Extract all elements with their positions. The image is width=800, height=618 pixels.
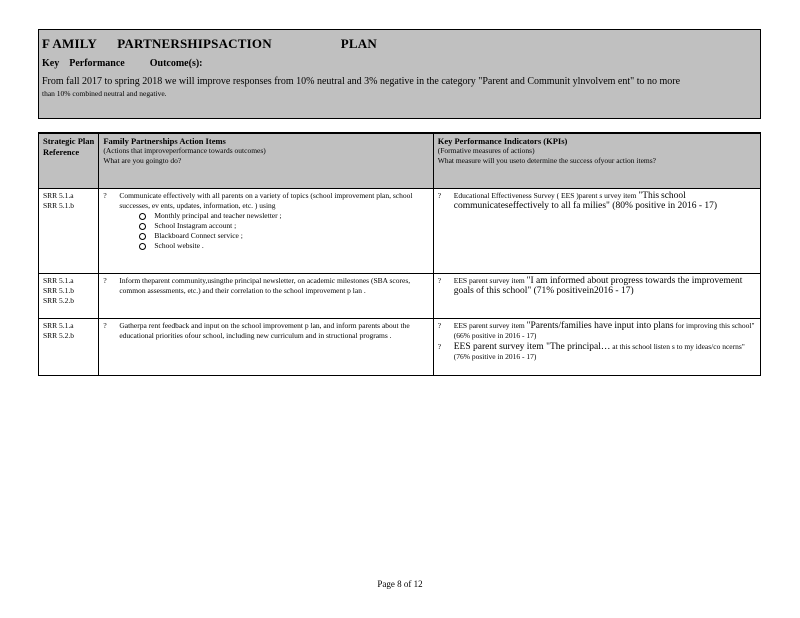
goal-line-2: than 10% combined neutral and negative. [42,89,167,98]
header-kpis: Key Performance Indicators (KPIs) (Formative measures of actions) What measure will you useto determine the success ofyour action items? [433,133,760,189]
action-text: Gatherpa rent feedback and input on the school improvement p lan, and inform parents about the educational priorities ofour school, including new curriculum and in structional programs . [119,321,410,340]
table-header-row [39,133,761,189]
goal-statement [42,76,757,100]
action-cell [99,189,433,274]
action-text: Inform theparent community,usingthe principal newsletter, on academic milestones (SBA scores, common assessments, etc.) and their correlation to the school improvement p lan . [119,276,411,295]
bullet-icon: ? [437,191,442,200]
reference-cell: SRR 5.1.a SRR 5.1.b [39,189,99,274]
circle-bullet-icon [139,233,146,240]
channel-list [103,211,428,251]
page-title: F AMILY PARTNERSHIPSACTION PLAN [42,36,377,51]
key-performance-outcome-label: Key Performance Outcome(s): [42,58,203,69]
table-row [39,319,761,376]
bullet-icon: ? [103,321,107,330]
kpi-text: EES parent survey item "Parents/families have input into plans for improving this school" (66% positive in 2016 - 17) [453,321,755,340]
action-cell [99,274,433,319]
bullet-icon: ? [437,321,442,330]
reference-cell: SRR 5.1.a SRR 5.1.b SRR 5.2.b [39,274,99,319]
header-action-items: Family Partnerships Action Items (Actions that improveperformance towards outcomes) What are you goingto do? [99,133,433,189]
circle-bullet-icon [139,213,146,220]
table-row [39,189,761,274]
table-row [39,274,761,319]
bullet-icon: ? [437,342,442,351]
action-cell [99,319,433,376]
list-item: Monthly principal and teacher newsletter ; [139,211,428,221]
bullet-icon: ? [437,276,442,285]
kpi-cell [433,274,760,319]
list-item: School website . [139,241,428,251]
list-item: School Instagram account ; [139,221,428,231]
page-number: Page 8 of 12 [377,579,423,589]
circle-bullet-icon [139,243,146,250]
action-plan-table [38,132,761,376]
kpi-text: EES parent survey item "The principal… at this school listen s to my ideas/co ncerns" (76% positive in 2016 - 17) [453,342,745,361]
kpi-cell [433,189,760,274]
circle-bullet-icon [139,223,146,230]
kpi-cell [433,319,760,376]
bullet-icon: ? [103,276,107,285]
goal-line-1: From fall 2017 to spring 2018 we will improve responses from 10% neutral and 3% negative in the category "Parent and Communit ylnvolvem ent" to no more [42,76,681,87]
list-item: Blackboard Connect service ; [139,231,428,241]
plan-header-box [38,29,761,119]
kpi-text: EES parent survey item "I am informed about progress towards the improvement goals of this school" (71% positivein2016 - 17) [453,276,743,296]
kpi-text: Educational Effectiveness Survey ( EES )parent s urvey item "This school communicateseffectively to all fa milies" (80% positive in 2016 - 17) [453,191,718,211]
reference-cell: SRR 5.1.a SRR 5.2.b [39,319,99,376]
header-strategic-plan-reference: Strategic Plan Reference [39,133,99,189]
bullet-icon: ? [103,191,107,200]
action-text: Communicate effectively with all parents on a variety of topics (school improvement plan, school successes, ev ents, updates, information, etc. ) using [119,191,413,210]
